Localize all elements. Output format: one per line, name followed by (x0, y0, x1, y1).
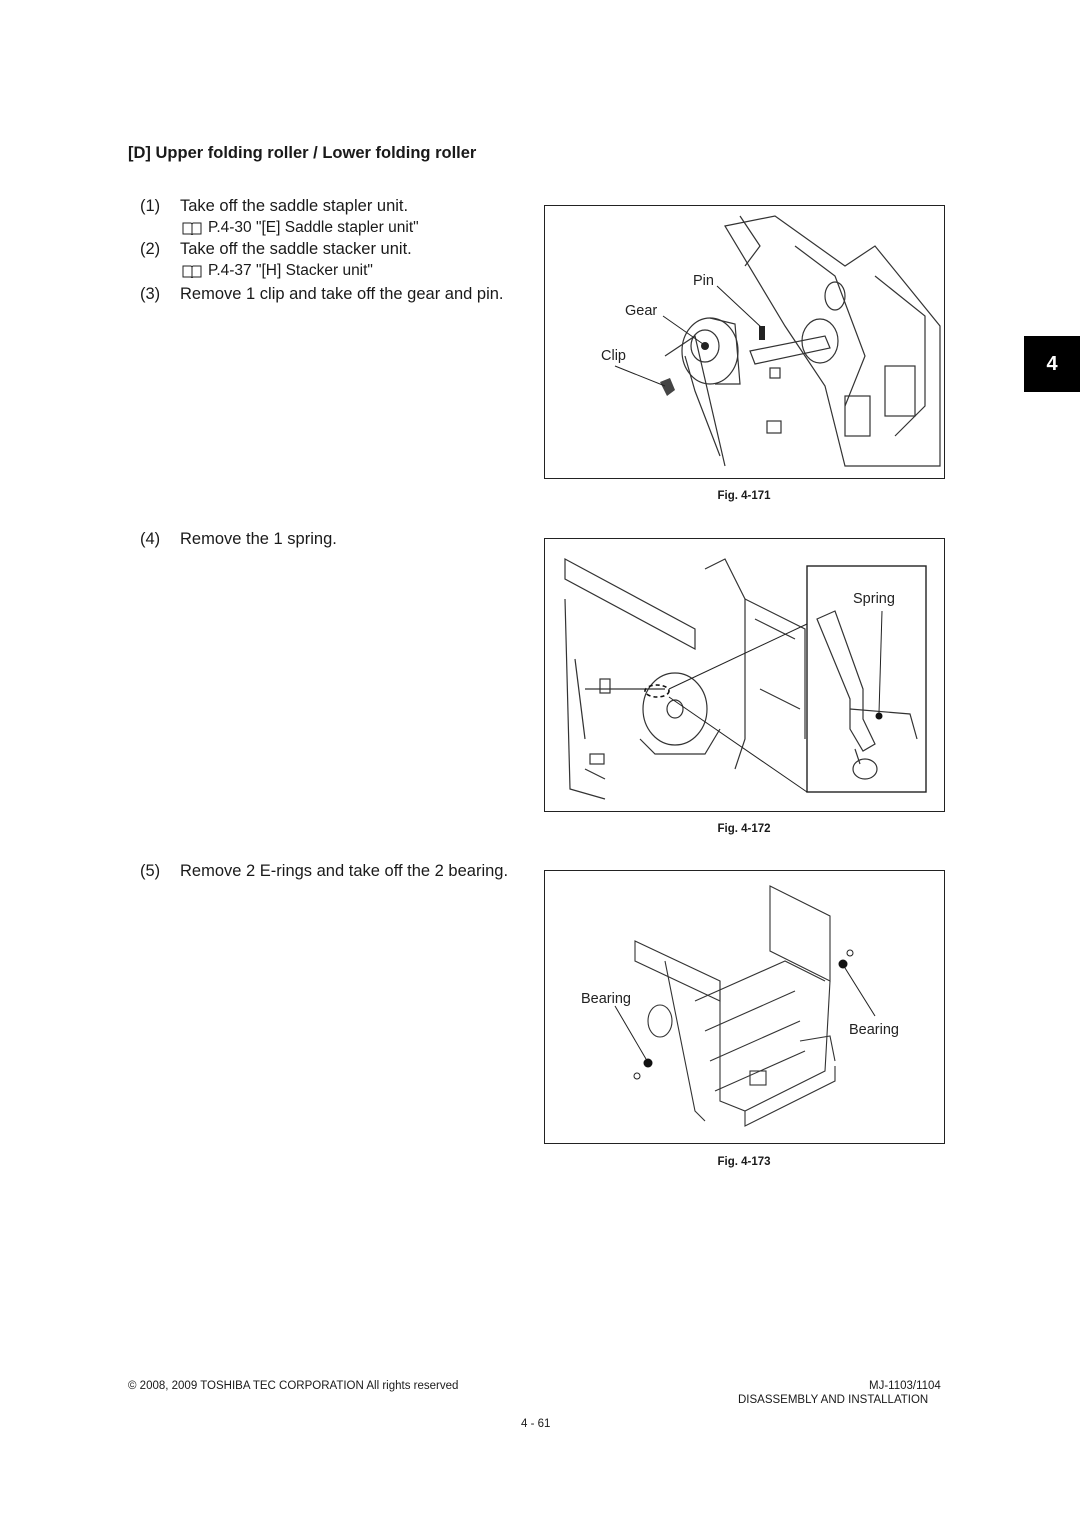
pin-label: Pin (693, 273, 714, 289)
step-number: (2) (140, 240, 161, 258)
figure-4-172 (544, 538, 945, 812)
step-text: Remove the 1 spring. (180, 530, 337, 548)
reference-link-2[interactable] (182, 262, 373, 280)
gear-label: Gear (625, 303, 658, 319)
step-2 (140, 240, 540, 262)
chapter-tab: 4 (1024, 336, 1080, 392)
step-5 (140, 862, 550, 884)
step-3 (140, 285, 540, 307)
spring-assembly-illustration (545, 539, 944, 811)
gear-assembly-illustration (545, 206, 944, 478)
spring-label: Spring (853, 591, 895, 607)
figure-caption-4-172: Fig. 4-172 (717, 823, 771, 835)
step-text: Take off the saddle stacker unit. (180, 240, 412, 258)
step-text: Remove 1 clip and take off the gear and pin. (180, 285, 504, 303)
section-title: [D] Upper folding roller / Lower folding roller (128, 144, 477, 162)
reference-link-1[interactable] (182, 219, 419, 237)
page-number: 4 - 61 (521, 1418, 551, 1430)
step-4 (140, 530, 540, 552)
figure-caption-4-173: Fig. 4-173 (717, 1156, 771, 1168)
step-number: (5) (140, 862, 161, 880)
figure-4-171 (544, 205, 945, 479)
footer-section: DISASSEMBLY AND INSTALLATION (738, 1394, 929, 1406)
reference-text: P.4-37 "[H] Stacker unit" (208, 262, 373, 279)
step-number: (4) (140, 530, 161, 548)
step-number: (3) (140, 285, 161, 303)
step-1 (140, 197, 540, 219)
step-number: (1) (140, 197, 161, 215)
step-text: Remove 2 E-rings and take off the 2 bearing. (180, 862, 509, 880)
footer-model: MJ-1103/1104 (869, 1380, 941, 1392)
bearing-label-left: Bearing (581, 991, 631, 1007)
reference-text: P.4-30 "[E] Saddle stapler unit" (208, 219, 419, 236)
bearing-assembly-illustration (545, 871, 944, 1143)
book-icon (182, 221, 202, 235)
book-icon (182, 264, 202, 278)
figure-4-173 (544, 870, 945, 1144)
step-text: Take off the saddle stapler unit. (180, 197, 409, 215)
clip-label: Clip (601, 348, 626, 364)
footer-copyright: © 2008, 2009 TOSHIBA TEC CORPORATION All rights reserved (128, 1380, 459, 1392)
bearing-label-right: Bearing (849, 1022, 899, 1038)
figure-caption-4-171: Fig. 4-171 (717, 490, 771, 502)
